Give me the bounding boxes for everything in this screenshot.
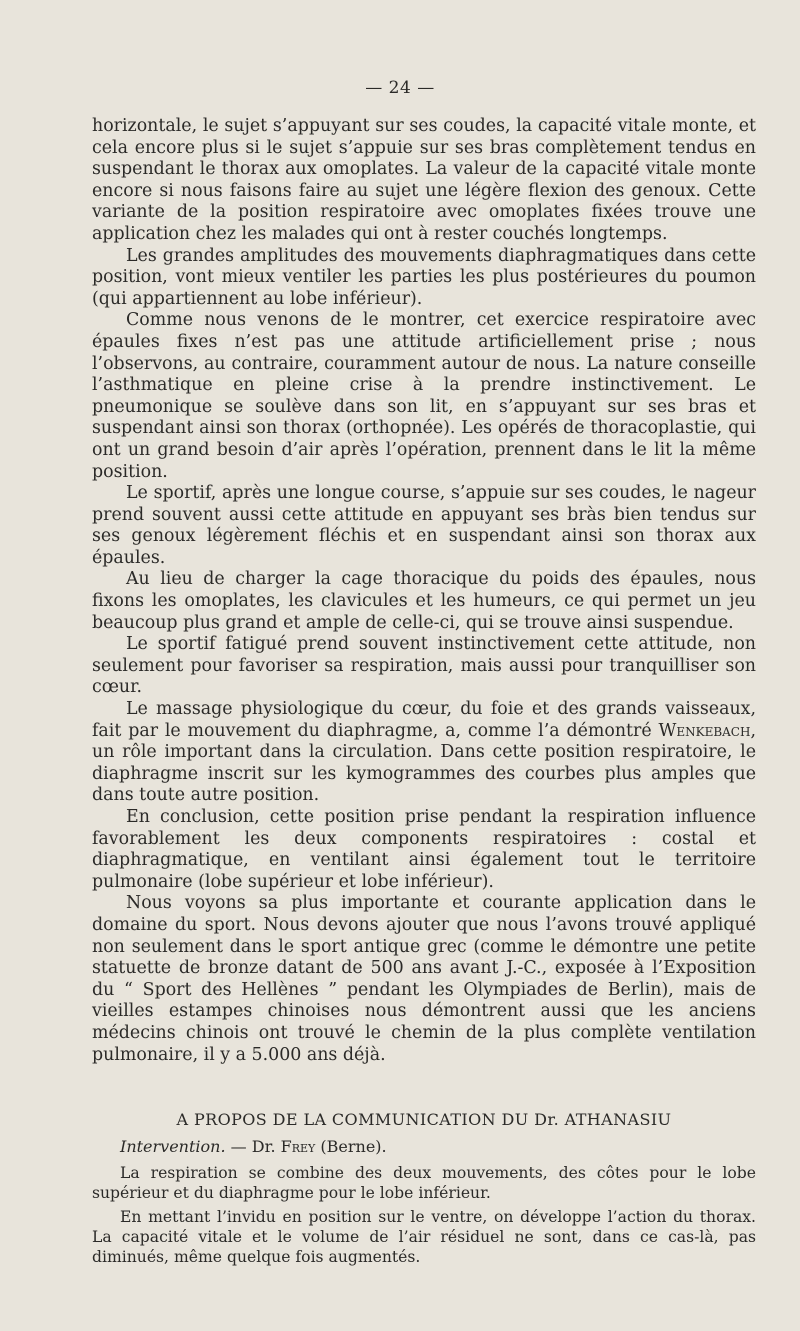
page-number: — 24 — — [365, 78, 435, 98]
intervention-label: Intervention. — [120, 1137, 226, 1156]
section-title-dr: Dr. — [534, 1110, 560, 1129]
paragraph-8: En conclusion, cette position prise pendant la respiration influence favorablement les deux components respiratoires : costal et diaphragmatique, en ventilant ainsi également tout le territoire pulmonaire (lobe supérieur et lobe inférieur). — [92, 807, 756, 892]
section-title-name: ATHANASIU — [559, 1110, 672, 1129]
main-text — [92, 116, 756, 1066]
author-name-wenkebach: Wenkebach — [658, 720, 751, 741]
section-paragraph-2: En mettant l’invidu en position sur le ventre, on développe l’action du thorax. La capacité vitale et le volume de l’air résiduel ne sont, dans ce cas-là, pas diminués, même quelque fois augmentés. — [92, 1208, 756, 1266]
paragraph-7-end: , un rôle important dans la circulation. Dans cette position respiratoire, le diaphragme inscrit sur les kymogrammes des courbes plus amples que dans toute autre position. — [92, 720, 756, 806]
paragraph-7-start: Le massage physiologique du cœur, du foie et des grands vaisseaux, fait par le mouvement du diaphragme, a, comme l’a démontré — [92, 699, 756, 741]
discussion-section — [92, 1110, 756, 1271]
paragraph-9: Nous voyons sa plus importante et courante application dans le domaine du sport. Nous devons ajouter que nous l’avons trouvé appliqué non seulement dans le sport antique grec (comme le démontre une petite statuette de bronze datant de 500 ans avant J.-C., exposée à l’Exposition du “ Sport des Hellènes ” pendant les Olympiades de Berlin), mais de vieilles estampes chinoises nous démontrent aussi que les anciens médecins chinois ont trouvé le chemin de la plus complète ventilation pulmonaire, il y a 5.000 ans déjà. — [92, 893, 756, 1065]
paragraph-1: horizontale, le sujet s’appuyant sur ses coudes, la capacité vitale monte, et cela encore plus si le sujet s’appuie sur ses bras complètement tendus en suspendant le thorax aux omoplates. La valeur de la capacité vitale monte encore si nous faisons faire au sujet une légère flexion des genoux. Cette variante de la position respiratoire avec omoplates fixées trouve une application chez les malades qui ont à rester couchés longtemps. — [92, 116, 756, 244]
intervention-name: Frey — [280, 1137, 316, 1156]
paragraph-5: Au lieu de charger la cage thoracique du poids des épaules, nous fixons les omoplates, les clavicules et les humeurs, ce qui permet un jeu beaucoup plus grand et ample de celle-ci, qui se trouve ainsi suspendue. — [92, 569, 756, 633]
paragraph-2: Les grandes amplitudes des mouvements diaphragmatiques dans cette position, vont mieux ventiler les parties les plus postérieures du poumon (qui appartiennent au lobe inférieur). — [92, 245, 756, 309]
intervention-sep: — Dr. — [225, 1137, 281, 1156]
intervention-line — [120, 1137, 756, 1157]
section-title-main: A PROPOS DE LA COMMUNICATION DU — [176, 1110, 535, 1129]
paragraph-7 — [92, 699, 756, 807]
section-title — [92, 1110, 756, 1129]
paragraph-3: Comme nous venons de le montrer, cet exercice respiratoire avec épaules fixes n’est pas une attitude artificiellement prise ; nous l’observons, au contraire, couramment autour de nous. La nature conseille l’asthmatique en pleine crise à la prendre instinctivement. Le pneumonique se soulève dans son lit, en s’appuyant sur ses bras et suspendant ainsi son thorax (orthopnée). Les opérés de thoracoplastie, qui ont un grand besoin d’air après l’opération, prennent dans le lit la même position. — [92, 310, 756, 482]
paragraph-4: Le sportif, après une longue course, s’appuie sur ses coudes, le nageur prend souvent aussi cette attitude en appuyant ses bràs bien tendus sur ses genoux légèrement fléchis et en suspendant ainsi son thorax aux épaules. — [92, 483, 756, 568]
paragraph-6: Le sportif fatigué prend souvent instinctivement cette attitude, non seulement pour favoriser sa respiration, mais aussi pour tranquilliser son cœur. — [92, 634, 756, 698]
intervention-place: (Berne). — [315, 1137, 387, 1156]
section-paragraph-1: La respiration se combine des deux mouvements, des côtes pour le lobe supérieur et du diaphragme pour le lobe inférieur. — [92, 1164, 756, 1202]
